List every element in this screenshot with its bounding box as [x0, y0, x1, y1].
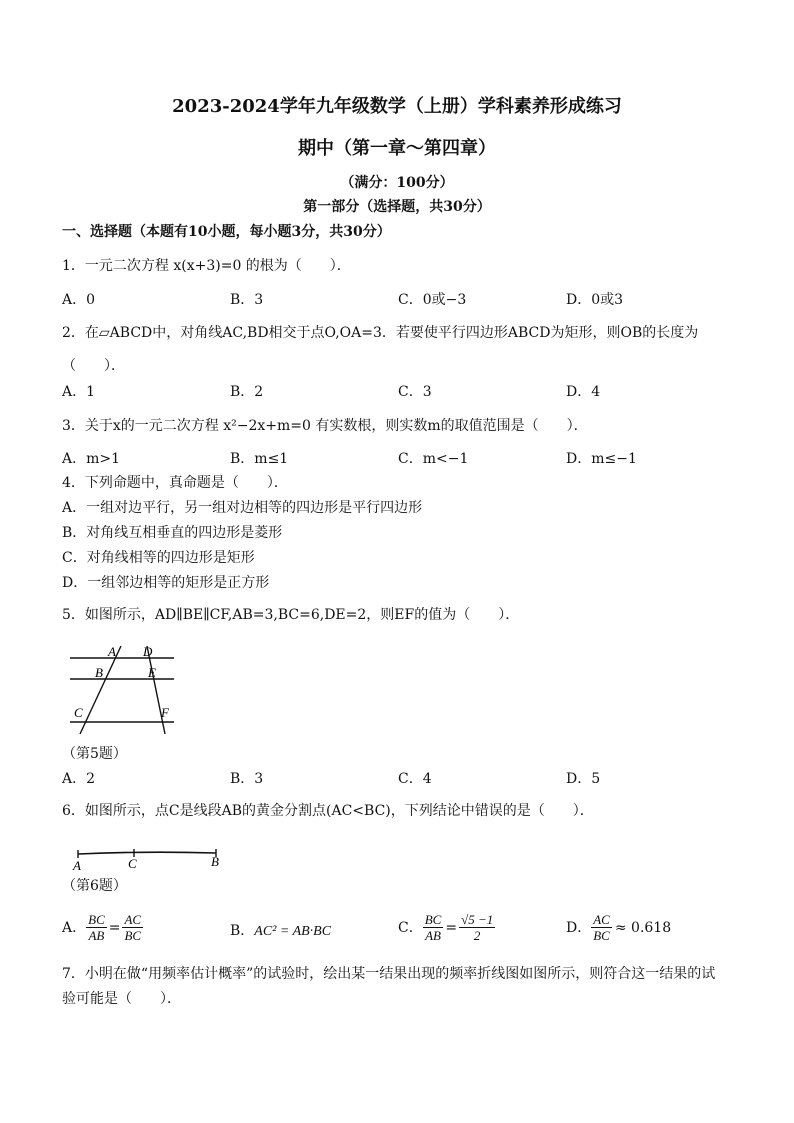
- q1-option-b: B．3: [230, 292, 264, 308]
- denominator: 2: [473, 928, 481, 943]
- q1-option-d: D．0或3: [566, 292, 624, 308]
- denominator: AB: [88, 928, 105, 943]
- page-title: 2023-2024学年九年级数学（上册）学科素养形成练习: [172, 96, 622, 117]
- label-b: B: [211, 854, 219, 869]
- q5-option-c: C．4: [398, 771, 432, 787]
- question-2-stem-cont: （ ）．: [62, 358, 125, 374]
- question-7-stem: 7．小明在做“用频率估计概率”的试验时，绘出某一结果出现的频率折线图如图所示，则符合这一结果的试: [62, 966, 716, 982]
- q4-option-b: B．对角线互相垂直的四边形是菱形: [62, 525, 283, 541]
- q2-option-b: B．2: [230, 384, 264, 400]
- q6-option-d: [566, 912, 671, 943]
- q3-option-d: D．m≤−1: [566, 451, 637, 467]
- option-letter: A．: [62, 919, 87, 936]
- fraction: [86, 912, 107, 943]
- q5-option-b: B．3: [230, 771, 264, 787]
- q3-option-c: C．m<−1: [398, 451, 469, 467]
- denominator: BC: [124, 928, 142, 943]
- section-heading: 一、选择题（本题有10小题，每小题3分，共30分）: [62, 224, 391, 240]
- denominator: AB: [425, 928, 441, 943]
- q2-option-a: A．1: [62, 384, 96, 400]
- question-2-stem: 2．在▱ABCD中，对角线AC,BD相交于点O,OA=3．若要使平行四边形ABCD为矩形，则OB的长度为: [62, 325, 699, 341]
- numerator: BC: [88, 912, 105, 927]
- numerator: BC: [424, 912, 442, 927]
- option-letter: D．: [566, 919, 592, 936]
- q6-option-b: [230, 922, 331, 941]
- equals-sign: =: [108, 919, 121, 936]
- label-d: D: [143, 644, 153, 659]
- label-a: A: [108, 644, 116, 659]
- numerator: AC: [124, 912, 142, 927]
- score-note: （满分：100分）: [340, 175, 454, 191]
- question-3-stem: 3．关于x的一元二次方程 x²−2x+m=0 有实数根，则实数m的取值范围是（ ）．: [62, 418, 588, 434]
- q3-option-a: A．m>1: [62, 451, 121, 467]
- q5-option-a: A．2: [62, 771, 96, 787]
- fraction: [122, 912, 143, 943]
- option-letter: C．: [398, 919, 423, 936]
- label-b: B: [95, 665, 103, 680]
- option-formula: AC² = AB·BC: [254, 924, 332, 939]
- transversal-left: [80, 646, 121, 734]
- q1-option-c: C．0或−3: [398, 292, 467, 308]
- q3-option-b: B．m≤1: [230, 451, 289, 467]
- fraction: [591, 912, 612, 943]
- q6-option-c: [398, 912, 495, 943]
- q2-option-d: D．4: [566, 384, 601, 400]
- q6-caption: （第6题）: [62, 878, 127, 894]
- numerator: √5 −1: [461, 912, 494, 927]
- q2-option-c: C．3: [398, 384, 432, 400]
- q4-option-a: A．一组对边平行，另一组对边相等的四边形是平行四边形: [62, 500, 423, 516]
- question-7-stem-cont: 验可能是（ ）．: [62, 991, 181, 1007]
- part-heading: 第一部分（选择题，共30分）: [303, 199, 491, 215]
- question-5-stem: 5．如图所示，AD∥BE∥CF,AB=3,BC=6,DE=2，则EF的值为（ ）．: [62, 607, 520, 623]
- question-6-stem: 6．如图所示，点C是线段AB的黄金分割点(AC<BC)，下列结论中错误的是（ ）．: [62, 803, 594, 819]
- q4-option-d: D．一组邻边相等的矩形是正方形: [62, 575, 270, 591]
- label-f: F: [161, 705, 169, 720]
- q1-option-a: A．0: [62, 292, 96, 308]
- label-e: E: [148, 665, 156, 680]
- denominator: BC: [593, 928, 610, 943]
- label-c: C: [128, 856, 137, 871]
- transversal-right: [147, 646, 165, 734]
- q5-caption: （第5题）: [62, 746, 127, 762]
- q5-parallel-lines-figure: [66, 642, 186, 738]
- label-c: C: [74, 705, 83, 720]
- fraction: [459, 912, 495, 943]
- question-1-stem: 1．一元二次方程 x(x+3)=0 的根为（ ）．: [62, 258, 351, 274]
- q4-option-c: C．对角线相等的四边形是矩形: [62, 550, 255, 566]
- q5-option-d: D．5: [566, 771, 601, 787]
- option-letter: B．: [230, 923, 255, 939]
- q6-segment-figure: [66, 842, 226, 872]
- approx-value: ≈ 0.618: [614, 919, 672, 936]
- question-4-stem: 4．下列命题中，真命题是（ ）．: [62, 475, 288, 491]
- label-a: A: [73, 858, 81, 872]
- page-subtitle: 期中（第一章～第四章）: [298, 138, 496, 159]
- equals-sign: =: [445, 919, 458, 936]
- segment-ab: [78, 852, 216, 854]
- numerator: AC: [593, 912, 610, 927]
- fraction: [423, 912, 444, 943]
- q6-option-a: [62, 912, 143, 943]
